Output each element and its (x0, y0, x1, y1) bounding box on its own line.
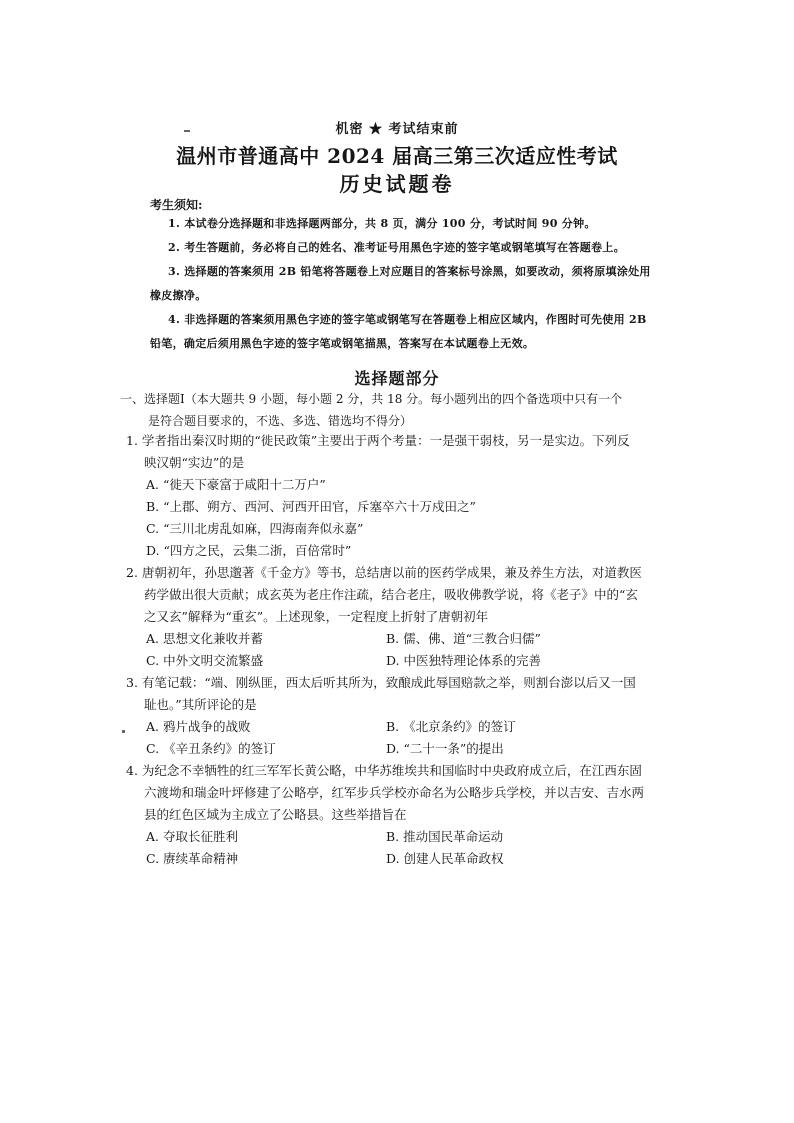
stem-line: 4. 为纪念不幸牺牲的红三军军长黄公略，中华苏维埃共和国临时中央政府成立后，在江西东固 (126, 763, 642, 778)
question-4-option-b: B. 推动国民革命运动 (386, 829, 504, 844)
exam-title: 温州市普通高中 2024 届高三第三次适应性考试 (176, 144, 618, 168)
notice-heading: 考生须知: (150, 198, 203, 212)
question-2-option-b: B. 儒、佛、道“三教合归儒” (386, 631, 541, 646)
question-2-option-a: A. 思想文化兼收并蓄 (146, 631, 263, 646)
notice-item: 铅笔，确定后须用黑色字迹的签字笔或钢笔描黑，答案写在本试题卷上无效。 (150, 337, 535, 350)
section-title: 选择题部分 (354, 369, 440, 388)
question-3-option-a: A. 鸦片战争的战败 (146, 719, 251, 734)
question-4-option-a: A. 夺取长征胜利 (146, 829, 238, 844)
section-intro-line: 一、选择题Ⅰ（本大题共 9 小题，每小题 2 分，共 18 分。每小题列出的四个备选项中只有一个 (120, 392, 623, 406)
stem-line: 县的红色区域为主成立了公略县。这些举措旨在 (144, 807, 407, 822)
scan-mark (122, 730, 125, 733)
question-4-option-d: D. 创建人民革命政权 (386, 851, 504, 866)
question-1-option-c: C. “三川北虏乱如麻，四海南奔似永嘉” (146, 521, 364, 536)
question-4-option-c: C. 赓续革命精神 (146, 851, 239, 866)
question-2-option-d: D. 中医独特理论体系的完善 (386, 653, 542, 668)
notice-item: 3. 选择题的答案须用 2B 铅笔将答题卷上对应题目的答案标号涂黑，如要改动，须将原填涂处用 (168, 265, 651, 278)
section-intro (120, 388, 680, 432)
notice-block (150, 212, 670, 356)
question-4-stem (126, 760, 674, 826)
question-1-option-a: A. “徙天下豪富于咸阳十二万户” (146, 477, 326, 492)
question-3-option-c: C. 《辛丑条约》的签订 (146, 741, 276, 756)
question-1-option-d: D. “四方之民，云集二浙，百倍常时” (146, 543, 352, 558)
stem-line: 3. 有笔记载：“端、刚纵匪，西太后听其所为，致酿成此辱国赔款之举，则割台澎以后又一国 (126, 675, 636, 690)
stem-line: 六渡坳和瑞金叶坪修建了公略亭，红军步兵学校亦命名为公略步兵学校，并以吉安、吉水两 (144, 785, 645, 800)
section-intro-line: 是符合题目要求的，不选、多选、错选均不得分） (148, 414, 413, 428)
scan-mark (184, 130, 190, 132)
question-2-stem (126, 562, 674, 628)
question-2-option-c: C. 中外文明交流繁盛 (146, 653, 264, 668)
question-1-stem (126, 430, 674, 474)
question-1-option-b: B. “上郡、朔方、西河、河西开田官，斥塞卒六十万戍田之” (146, 499, 476, 514)
stem-line: 1. 学者指出秦汉时期的“徙民政策”主要出于两个考量：一是强干弱枝，另一是实边。下列反 (126, 433, 630, 448)
notice-item: 1. 本试卷分选择题和非选择题两部分，共 8 页，满分 100 分，考试时间 90 分钟。 (168, 217, 596, 230)
confidential-label: 机密 ★ 考试结束前 (335, 122, 459, 137)
question-3-option-d: D. “二十一条”的提出 (386, 741, 504, 756)
notice-item: 4. 非选择题的答案须用黑色字迹的签字笔或钢笔写在答题卷上相应区域内，作图时可先使用 2B (168, 313, 647, 326)
question-3-stem (126, 672, 674, 716)
stem-line: 耻也。”其所评论的是 (144, 697, 257, 712)
stem-line: 药学做出很大贡献；成玄英为老庄作注疏，结合老庄，吸收佛教学说，将《老子》中的“玄 (144, 587, 638, 602)
exam-subtitle: 历史试题卷 (339, 172, 455, 196)
notice-item: 2. 考生答题前，务必将自己的姓名、准考证号用黑色字迹的签字笔或钢笔填写在答题卷上。 (168, 241, 625, 254)
stem-line: 之又玄”解释为“重玄”。上述现象，一定程度上折射了唐朝初年 (144, 609, 489, 624)
stem-line: 2. 唐朝初年，孙思邈著《千金方》等书，总结唐以前的医药学成果，兼及养生方法，对道教医 (126, 565, 642, 580)
notice-item: 橡皮擦净。 (150, 289, 207, 302)
question-3-option-b: B. 《北京条约》的签订 (386, 719, 516, 734)
stem-line: 映汉朝“实边”的是 (144, 455, 245, 470)
